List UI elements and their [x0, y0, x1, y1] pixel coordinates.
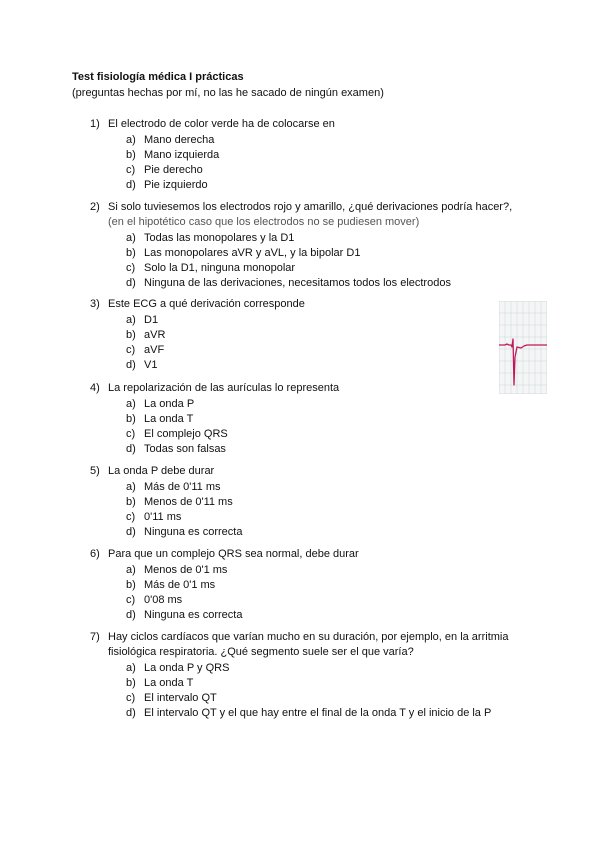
- question-number: 6): [90, 548, 100, 560]
- option-text: El intervalo QT: [144, 692, 217, 704]
- option-list: [126, 397, 550, 457]
- option-letter: b): [126, 247, 136, 259]
- option-letter: d): [126, 179, 136, 191]
- option-list: [126, 661, 520, 721]
- option-letter: a): [126, 662, 136, 674]
- option-text: Mano derecha: [144, 134, 215, 146]
- option-letter: d): [126, 443, 136, 455]
- option-text: Pie derecho: [144, 164, 203, 176]
- option-letter: d): [126, 707, 136, 719]
- question-3: [90, 297, 550, 373]
- option-d: [126, 178, 550, 193]
- option-text: D1: [144, 314, 159, 326]
- option-letter: d): [126, 526, 136, 538]
- option-b: [126, 148, 550, 163]
- option-text: Todas son falsas: [144, 443, 226, 455]
- option-c: [126, 261, 550, 276]
- option-list: [126, 231, 550, 291]
- option-d: [126, 525, 550, 540]
- question-text: Si solo tuviesemos los electrodos rojo y amarillo, ¿qué derivaciones podría hacer?,: [108, 201, 513, 213]
- option-letter: b): [126, 579, 136, 591]
- option-c: [126, 593, 550, 608]
- option-a: [126, 133, 550, 148]
- option-b: [126, 495, 550, 510]
- option-b: [126, 578, 550, 593]
- question-4: [90, 381, 550, 457]
- question-number: 7): [90, 631, 100, 643]
- question-note: (en el hipotético caso que los electrodos no se pudiesen mover): [108, 216, 420, 228]
- option-text: El intervalo QT y el que hay entre el final de la onda T y el inicio de la P: [144, 707, 492, 719]
- option-text: V1: [144, 359, 158, 371]
- option-a: [126, 480, 550, 495]
- option-d: [126, 706, 520, 721]
- option-letter: c): [126, 164, 136, 176]
- question-number: 1): [90, 118, 100, 130]
- document-title: Test fisiología médica I prácticas: [72, 71, 244, 83]
- option-text: Ninguna de las derivaciones, necesitamos todos los electrodos: [144, 277, 451, 289]
- option-letter: c): [126, 344, 136, 356]
- question-7: [90, 630, 520, 721]
- option-list: [126, 313, 550, 373]
- option-letter: c): [126, 428, 136, 440]
- document-subtitle: (preguntas hechas por mí, no las he sacado de ningún examen): [72, 87, 384, 99]
- question-text: Para que un complejo QRS sea normal, debe durar: [108, 548, 359, 560]
- question-text: La repolarización de las aurículas lo representa: [108, 382, 340, 394]
- option-list: [126, 563, 550, 623]
- option-letter: b): [126, 677, 136, 689]
- option-letter: a): [126, 481, 136, 493]
- option-letter: b): [126, 149, 136, 161]
- question-text: Hay ciclos cardíacos que varían mucho en su duración, por ejemplo, en la arritmia fisiológica respiratoria. ¿Qué segmento suele ser el que varía?: [108, 631, 509, 658]
- option-text: Mano izquierda: [144, 149, 220, 161]
- option-text: Pie izquierdo: [144, 179, 208, 191]
- option-text: La onda P y QRS: [144, 662, 230, 674]
- option-d: [126, 608, 550, 623]
- option-text: Las monopolares aVR y aVL, y la bipolar D1: [144, 247, 361, 259]
- option-list: [126, 133, 550, 193]
- option-text: Más de 0'1 ms: [144, 579, 216, 591]
- option-a: [126, 231, 550, 246]
- option-letter: d): [126, 359, 136, 371]
- option-letter: c): [126, 262, 136, 274]
- option-d: [126, 442, 550, 457]
- option-letter: a): [126, 398, 136, 410]
- question-number: 2): [90, 201, 100, 213]
- option-d: [126, 358, 550, 373]
- question-2: [90, 200, 550, 291]
- option-a: [126, 313, 550, 328]
- question-number: 5): [90, 465, 100, 477]
- option-letter: a): [126, 134, 136, 146]
- option-b: [126, 676, 520, 691]
- option-text: aVF: [144, 344, 165, 356]
- option-text: La onda T: [144, 413, 194, 425]
- option-letter: c): [126, 692, 136, 704]
- option-text: El complejo QRS: [144, 428, 228, 440]
- option-letter: a): [126, 564, 136, 576]
- option-text: Menos de 0'11 ms: [144, 496, 233, 508]
- option-c: [126, 343, 550, 358]
- question-text: El electrodo de color verde ha de colocarse en: [108, 118, 335, 130]
- option-text: Solo la D1, ninguna monopolar: [144, 262, 296, 274]
- option-c: [126, 510, 550, 525]
- option-text: 0'11 ms: [144, 511, 182, 523]
- option-a: [126, 397, 550, 412]
- option-letter: c): [126, 511, 136, 523]
- option-letter: d): [126, 609, 136, 621]
- option-letter: b): [126, 413, 136, 425]
- option-d: [126, 276, 550, 291]
- option-text: aVR: [144, 329, 166, 341]
- option-text: Ninguna es correcta: [144, 526, 243, 538]
- option-letter: a): [126, 232, 136, 244]
- option-b: [126, 246, 550, 261]
- option-b: [126, 412, 550, 427]
- option-text: 0'08 ms: [144, 594, 183, 606]
- question-1: [90, 117, 550, 193]
- option-a: [126, 563, 550, 578]
- option-letter: d): [126, 277, 136, 289]
- option-c: [126, 427, 550, 442]
- option-c: [126, 691, 520, 706]
- question-number: 4): [90, 382, 100, 394]
- question-text: Este ECG a qué derivación corresponde: [108, 298, 305, 310]
- option-letter: b): [126, 329, 136, 341]
- option-text: Todas las monopolares y la D1: [144, 232, 295, 244]
- option-list: [126, 480, 550, 540]
- option-text: Ninguna es correcta: [144, 609, 243, 621]
- option-text: Más de 0'11 ms: [144, 481, 221, 493]
- option-text: Menos de 0'1 ms: [144, 564, 228, 576]
- option-b: [126, 328, 550, 343]
- option-letter: a): [126, 314, 136, 326]
- option-letter: b): [126, 496, 136, 508]
- question-6: [90, 547, 550, 623]
- question-number: 3): [90, 298, 100, 310]
- question-5: [90, 464, 550, 540]
- option-text: La onda T: [144, 677, 194, 689]
- option-a: [126, 661, 520, 676]
- option-c: [126, 163, 550, 178]
- question-text: La onda P debe durar: [108, 465, 215, 477]
- option-letter: c): [126, 594, 136, 606]
- option-text: La onda P: [144, 398, 195, 410]
